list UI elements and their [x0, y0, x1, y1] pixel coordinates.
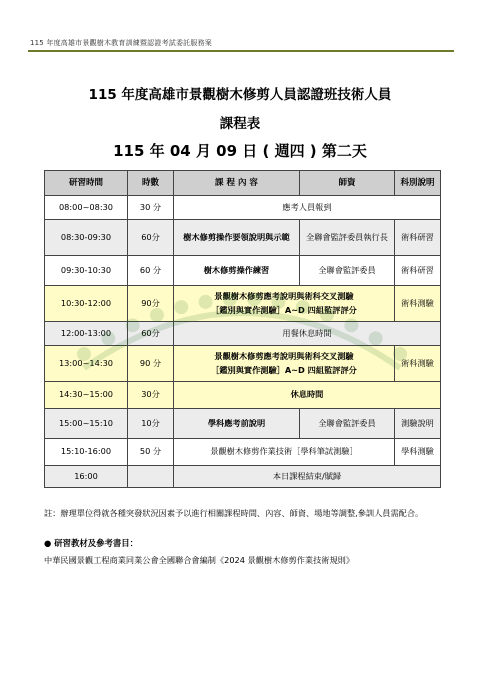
table-row: [45, 256, 441, 286]
table-row: [45, 466, 441, 488]
table-row: [45, 220, 441, 256]
hours-cell: [128, 466, 174, 488]
content-cell: [174, 286, 395, 322]
hours-cell: 60 分: [128, 256, 174, 286]
teacher-cell: 全聯會監評委員執行長: [300, 220, 395, 256]
dept-cell: 術科研習: [395, 256, 441, 286]
table-row: [45, 196, 441, 220]
hours-cell: 90分: [128, 286, 174, 322]
time-cell: 10:30-12:00: [45, 286, 128, 322]
col-header-time: 研習時間: [45, 171, 128, 196]
table-row: [45, 286, 441, 322]
reference-text: 中華民國景觀工程商業同業公會全國聯合會編制《2024 景觀樹木修剪作業技術規則》: [44, 555, 355, 565]
hours-cell: 30 分: [128, 196, 174, 220]
dept-cell: 術科研習: [395, 220, 441, 256]
dept-cell: 術科測驗: [395, 286, 441, 322]
content-cell: 樹木修剪操作練習: [174, 256, 300, 286]
table-row: [45, 322, 441, 346]
document-subtitle: 課程表: [219, 116, 261, 132]
schedule-note: 註：辦理單位得就各種突發狀況因素予以進行相關課程時間、內容、師資、場地等調整,參訓人員需配合。: [44, 508, 424, 518]
time-cell: 12:00-13:00: [45, 322, 128, 346]
content-cell: 休息時間: [174, 382, 441, 409]
time-cell: 08:30-09:30: [45, 220, 128, 256]
content-cell: 學科應考前說明: [174, 409, 300, 439]
content-line: 景觀樹木修剪應考說明與術科交叉測驗: [214, 350, 354, 361]
col-header-teacher: 師資: [300, 171, 395, 196]
table-row: [45, 409, 441, 439]
time-cell: 15:00~15:10: [45, 409, 128, 439]
table-row: [45, 346, 441, 382]
dept-cell: 測驗說明: [395, 409, 441, 439]
content-cell: 用餐休息時間: [174, 322, 441, 346]
schedule-date: 115 年 04 月 09 日 ( 週四 ) 第二天: [113, 142, 367, 160]
hours-cell: 30分: [128, 382, 174, 409]
schedule-table: [44, 170, 441, 488]
dept-cell: 術科測驗: [395, 346, 441, 382]
time-cell: 15:10-16:00: [45, 439, 128, 466]
teacher-cell: 全聯會監評委員: [300, 256, 395, 286]
col-header-hours: 時數: [128, 171, 174, 196]
document-title: 115 年度高雄市景觀樹木修剪人員認證班技術人員: [88, 87, 392, 103]
reference-heading: ● 研習教材及參考書目：: [44, 538, 138, 548]
content-cell: 景觀樹木修剪作業技術［學科筆試測驗］: [174, 439, 395, 466]
content-line: 景觀樹木修剪應考說明與術科交叉測驗: [214, 290, 354, 301]
hours-cell: 10分: [128, 409, 174, 439]
content-line: ［鑑別與實作測驗］A~D 四組監評評分: [211, 304, 357, 315]
table-row: [45, 382, 441, 409]
table-row: [45, 439, 441, 466]
document-header: 115 年度高雄市景觀樹木教育訓練暨認證考試委託服務案: [30, 39, 212, 47]
time-cell: 13:00~14:30: [45, 346, 128, 382]
content-cell: 應考人員報到: [174, 196, 441, 220]
content-cell: 本日課程結束/賦歸: [174, 466, 441, 488]
dept-cell: 學科測驗: [395, 439, 441, 466]
teacher-cell: 全聯會監評委員: [300, 409, 395, 439]
hours-cell: 60分: [128, 220, 174, 256]
hours-cell: 50 分: [128, 439, 174, 466]
header-divider: [28, 50, 454, 52]
content-cell: 樹木修剪操作要領說明與示範: [174, 220, 300, 256]
hours-cell: 90 分: [128, 346, 174, 382]
col-header-dept: 科別說明: [395, 171, 441, 196]
time-cell: 16:00: [45, 466, 128, 488]
time-cell: 08:00~08:30: [45, 196, 128, 220]
col-header-content: 課 程 內 容: [174, 171, 300, 196]
content-line: ［鑑別與實作測驗］A~D 四組監評評分: [211, 364, 357, 375]
hours-cell: 60分: [128, 322, 174, 346]
table-header-row: [45, 171, 441, 196]
time-cell: 14:30~15:00: [45, 382, 128, 409]
time-cell: 09:30-10:30: [45, 256, 128, 286]
content-cell: [174, 346, 395, 382]
